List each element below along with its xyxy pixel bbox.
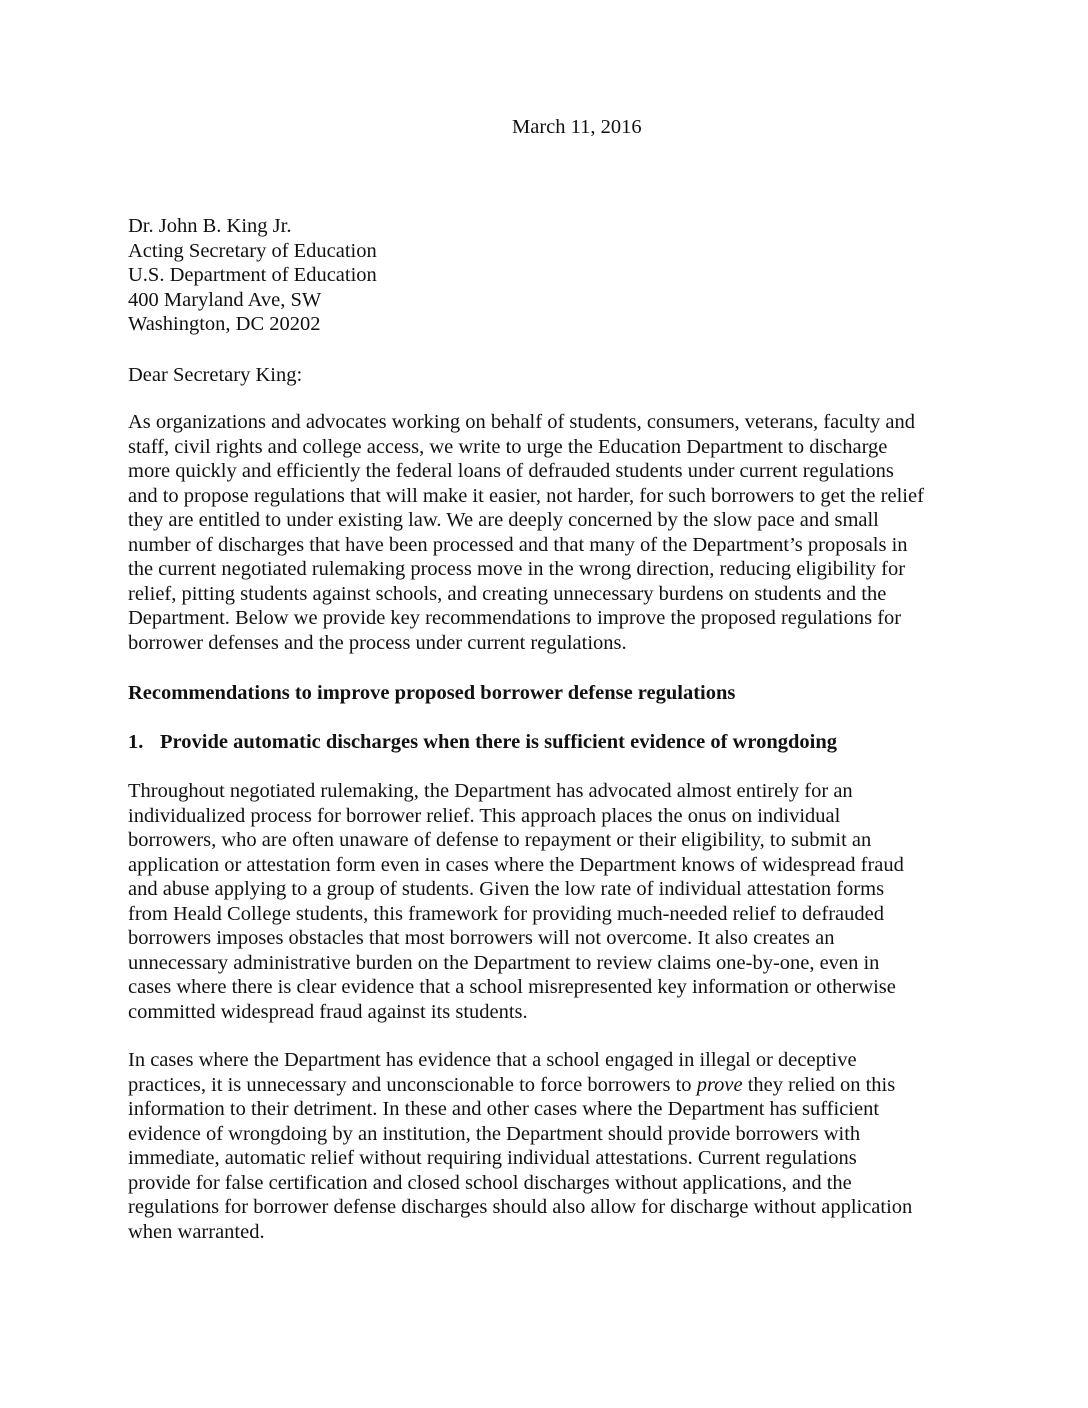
text-line: borrower defenses and the process under current regulations. bbox=[128, 631, 627, 654]
text-fragment: practices, it is unnecessary and unconscionable to force borrowers to bbox=[128, 1073, 697, 1096]
address-line: U.S. Department of Education bbox=[128, 264, 377, 286]
text-line: immediate, automatic relief without requiring individual attestations. Current regulations bbox=[128, 1147, 857, 1169]
text-line: regulations for borrower defense discharges should also allow for discharge without application bbox=[128, 1196, 913, 1218]
body-paragraph-3 bbox=[128, 1048, 960, 1244]
text-line: when warranted. bbox=[128, 1220, 265, 1243]
recipient-address bbox=[128, 214, 377, 337]
text-line: unnecessary administrative burden on the Department to review claims one-by-one, even in bbox=[128, 951, 880, 974]
text-line: relief, pitting students against schools, and creating unnecessary burdens on students and the bbox=[128, 582, 887, 605]
text-line: borrowers imposes obstacles that most borrowers will not overcome. It also creates an bbox=[128, 927, 835, 949]
letter-date: March 11, 2016 bbox=[512, 116, 642, 138]
body-paragraph-2 bbox=[128, 779, 960, 1024]
text-line: and abuse applying to a group of students. Given the low rate of individual attestation forms bbox=[128, 878, 885, 900]
intro-paragraph bbox=[128, 410, 960, 655]
text-line: number of discharges that have been processed and that many of the Department’s proposals in bbox=[128, 533, 908, 556]
text-line: Department. Below we provide key recommendations to improve the proposed regulations for bbox=[128, 607, 902, 629]
address-line: Dr. John B. King Jr. bbox=[128, 215, 292, 237]
text-line: from Heald College students, this framework for providing much-needed relief to defrauded bbox=[128, 902, 884, 925]
text-line: borrowers, who are often unaware of defense to repayment or their eligibility, to submit an bbox=[128, 829, 872, 851]
text-line bbox=[128, 1073, 960, 1098]
text-line: As organizations and advocates working on behalf of students, consumers, veterans, faculty and bbox=[128, 411, 915, 433]
item-heading bbox=[128, 730, 837, 755]
text-line: provide for false certification and closed school discharges without applications, and the bbox=[128, 1171, 852, 1194]
text-line: committed widespread fraud against its students. bbox=[128, 1000, 528, 1023]
text-line: evidence of wrongdoing by an institution, the Department should provide borrowers with bbox=[128, 1122, 861, 1145]
text-line: they are entitled to under existing law. We are deeply concerned by the slow pace and small bbox=[128, 509, 879, 531]
item-heading-text: Provide automatic discharges when there is sufficient evidence of wrongdoing bbox=[160, 731, 838, 753]
emphasis-prove: prove bbox=[696, 1073, 743, 1096]
text-fragment: they relied on this bbox=[742, 1073, 896, 1096]
text-line: individualized process for borrower relief. This approach places the onus on individual bbox=[128, 804, 841, 827]
text-line: the current negotiated rulemaking process move in the wrong direction, reducing eligibility for bbox=[128, 558, 906, 580]
text-line: In cases where the Department has evidence that a school engaged in illegal or deceptive bbox=[128, 1049, 857, 1071]
address-line: Washington, DC 20202 bbox=[128, 313, 321, 335]
text-line: information to their detriment. In these and other cases where the Department has sufficient bbox=[128, 1098, 880, 1120]
text-line: cases where there is clear evidence that a school misrepresented key information or otherwise bbox=[128, 976, 896, 998]
salutation: Dear Secretary King: bbox=[128, 364, 303, 386]
text-line: more quickly and efficiently the federal loans of defrauded students under current regulations bbox=[128, 460, 894, 482]
text-line: application or attestation form even in cases where the Department knows of widespread fraud bbox=[128, 853, 904, 876]
address-line: 400 Maryland Ave, SW bbox=[128, 288, 322, 311]
text-line: staff, civil rights and college access, we write to urge the Education Department to discharge bbox=[128, 435, 888, 458]
text-line: and to propose regulations that will make it easier, not harder, for such borrowers to get the relief bbox=[128, 484, 924, 507]
section-heading: Recommendations to improve proposed borrower defense regulations bbox=[128, 682, 736, 704]
address-line: Acting Secretary of Education bbox=[128, 239, 377, 262]
text-line: Throughout negotiated rulemaking, the Department has advocated almost entirely for an bbox=[128, 780, 853, 802]
item-number: 1. bbox=[128, 731, 144, 753]
